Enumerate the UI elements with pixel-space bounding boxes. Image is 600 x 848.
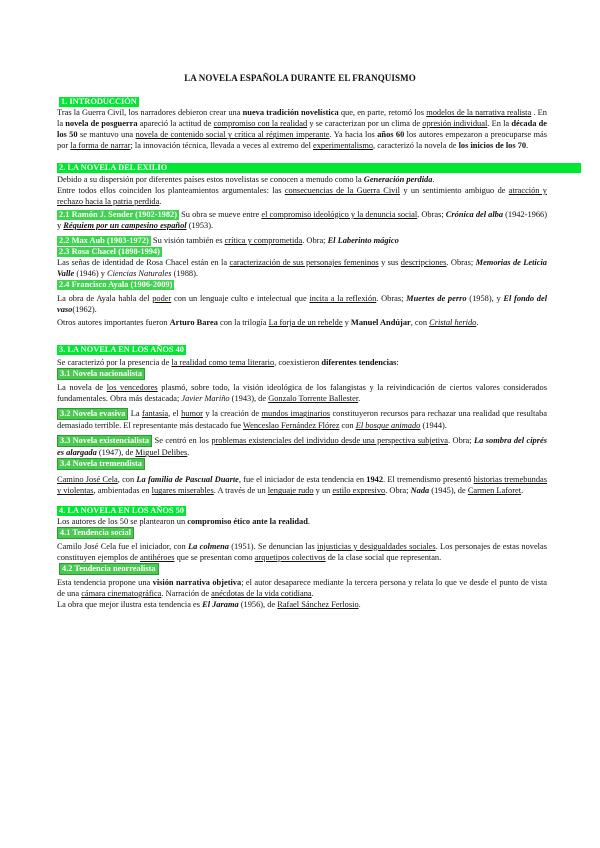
- subheading-chacel: 2.3 Rosa Chacel (1898-1994): [59, 247, 160, 257]
- section-heading-exilio: 2. LA NOVELA DEL EXILIO: [57, 163, 581, 173]
- section-3: [57, 344, 547, 497]
- aub-paragraph: 2.2 Max Aub (1903-1972) Su visión también es crítica y comprometida. Obra; El Laberinto mágico: [59, 236, 399, 246]
- exilio-paragraph-1: 2. LA NOVELA DEL EXILIODebido a su dispersión por diferentes países estos novelistas se conocen a menudo como la Generación perdida.: [57, 162, 547, 184]
- anos-40-intro: Se caracterizó por la presencia de la realidad como tema literario, coexistieron diferentes tendencias:: [57, 357, 399, 367]
- subheading-existencialista: 3.3 Novela existencialista: [57, 435, 152, 447]
- subheading-tendencia-social: 4.1 Tendencia social: [57, 527, 134, 539]
- nacionalista-paragraph: La novela de los vencedores plasmó, sobre todo, la visión ideológica de los falangistas y la reivindicación de ciertos valores considerados fundamentales. Obra más destacada; Javier Mariño (1943), de Gonzalo Torrente Ballester.: [57, 382, 548, 404]
- section-2: [57, 162, 547, 327]
- ayala-paragraph: La obra de Ayala habla del poder con un lenguaje culto e intelectual que incita a la reflexión. Obras; Muertes de perro (1958), y El fondo del vaso(1962).: [57, 293, 548, 314]
- subheading-ayala: 2.4 Francisco Ayala (1906-2009): [59, 280, 173, 290]
- section-1: [57, 96, 547, 151]
- subheading-tremendista: 3.4 Novela tremendista: [57, 458, 145, 470]
- evasiva-paragraph: 3.2 Novela evasiva La fantasía, el humor y la creación de mundos imaginarios constituyeron recursos para rechazar una realidad que resultaba demasiado terrible. El representante más destacado fue Wenceslao Fernández Flórez con El bosque animado (1944).: [57, 409, 548, 431]
- subheading-evasiva: 3.2 Novela evasiva: [57, 408, 128, 420]
- document-body: [57, 96, 547, 610]
- section-heading-anos-40: 3. LA NOVELA EN LOS AÑOS 40: [59, 344, 184, 354]
- section-4: [57, 505, 547, 611]
- section-heading-introduccion: 1. INTRODUCCIÓN: [61, 97, 137, 106]
- existencialista-paragraph: 3.3 Novela existencialista Se centró en los problemas existenciales del individuo desde una perspectiva subjetiva. Obra; La sombra del ciprés es alargada (1947), de Miguel Delibes.: [57, 436, 547, 458]
- tremendista-paragraph: Camino José Cela, con La familia de Pascual Duarte, fue el iniciador de esta tendencia en 1942. El tremendismo presentó historias tremebundas y violentas, ambientadas en lugares miserables. A través de un lenguaje rudo y un estilo expresivo. Obra; Nada (1945), de Carmen Laforet.: [57, 475, 547, 496]
- subheading-sender: 2.1 Ramón J. Sender (1902-1982): [59, 209, 178, 219]
- tendencia-neorrealista-paragraph: Esta tendencia propone una visión narrativa objetiva; el autor desaparece mediante la tercera persona y relata lo que ve desde el punto de vista de una cámara cinematográfica. Narración de anécdotas de la vida cotidiana.: [57, 577, 548, 598]
- chacel-paragraph: Las señas de identidad de Rosa Chacel están en la caracterización de sus personajes femeninos y sus descripciones. Obras; Memorias de Leticia Valle (1946) y Ciencias Naturales (1988).: [57, 258, 547, 279]
- intro-paragraph: Tras la Guerra Civil, los narradores debieron crear una nueva tradición novelística que, en parte, retomó los modelos de la narrativa realista . En la novela de posguerra apareció la actitud de compromiso con la realidad y se caracterizan por un clima de opresión individual. En la década de los 50 se mantuvo una novela de contenido social y crítica al régimen imperante. Ya hacia los años 60 los autores empezaron a preocuparse más por la forma de narrar; la innovación técnica, llevada a veces al extremo del experimentalismo, caracterizó la novela de los inicios de los 70.: [57, 108, 547, 151]
- exilio-paragraph-2: Entre todos ellos coinciden los planteamientos argumentales: las consecuencias de la Guerra Civil y un sentimiento ambiguo de atracción y rechazo hacia la patria perdida.: [57, 185, 547, 206]
- subheading-nacionalista: 3.1 Novela nacionalista: [57, 368, 145, 380]
- tendencia-social-paragraph: Camilo José Cela fue el iniciador, con La colmena (1951). Se denuncian las injusticias y desigualdades sociales. Los personajes de estas novelas constituyen ejemplos de antihéroes que se presentan como arquetipos colectivos de la clase social que representan.: [57, 541, 547, 562]
- sender-paragraph: 2.1 Ramón J. Sender (1902-1982) Su obra se mueve entre el compromiso ideológico y la denuncia social. Obras; Crónica del alba (1942-1966) y Réquiem por un campesino español (1953).: [57, 209, 547, 230]
- subheading-tendencia-neorrealista: 4.2 Tendencia neorrealista: [59, 563, 159, 575]
- section-heading-anos-50: 4. LA NOVELA EN LOS AÑOS 50: [59, 505, 184, 515]
- subheading-aub: 2.2 Max Aub (1903-1972): [59, 236, 149, 246]
- el-jarama-paragraph: La obra que mejor ilustra esta tendencia es El Jarama (1956), de Rafael Sánchez Ferlosio.: [57, 600, 361, 610]
- document-title: LA NOVELA ESPAÑOLA DURANTE EL FRANQUISMO: [184, 73, 416, 83]
- otros-autores-paragraph: Otros autores importantes fueron Arturo Barea con la trilogía La forja de un rebelde y Manuel Andújar, con Cristal herido.: [57, 317, 479, 327]
- anos-50-intro: Los autores de los 50 se plantearon un compromiso ético ante la realidad.: [57, 516, 310, 526]
